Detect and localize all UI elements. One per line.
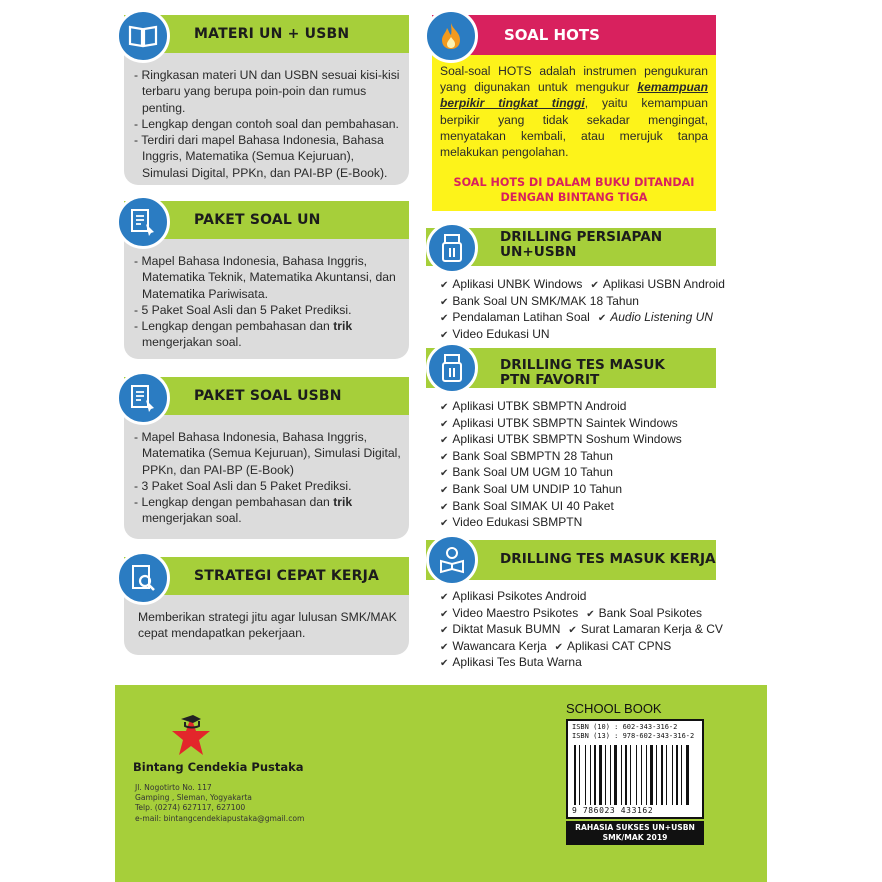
list-item: ✔ Bank Soal UM UGM 10 Tahun [440,465,613,480]
barcode-bar [610,745,611,805]
bullet: - Terdiri dari mapel Bahasa Indonesia, Bahasa Inggris, Matematika (Semua Kejuruan), Simulasi Digital, PPKn, dan PAI-BP (E-Book). [134,133,388,180]
bullet: - Mapel Bahasa Indonesia, Bahasa Inggris, Matematika (Semua Kejuruan), Simulasi Digital, PPKn, dan PAI-BP (E-Book) [134,430,401,477]
list-item: ✔ Bank Soal SBMPTN 28 Tahun [440,448,613,463]
barcode-bar [686,745,689,805]
card-body [132,429,401,527]
barcode-bar [594,745,596,805]
card-title: PAKET SOAL USBN [194,388,342,404]
card-paket-usbn [124,377,409,539]
barcode-bar [628,745,629,805]
publisher-logo-icon [171,713,211,764]
check-icon: ✔ [586,608,595,620]
list-item: ✔ Video Edukasi SBMPTN [440,515,583,530]
barcode-bar [579,745,580,805]
bullet: - Lengkap dengan contoh soal dan pembahasan. [134,116,399,131]
bullet: - Mapel Bahasa Indonesia, Bahasa Inggris, Matematika Teknik, Matematika Akuntansi, dan Matematika Pariwisata. [134,254,396,301]
barcode-bar [641,745,642,805]
check-icon: ✔ [440,501,449,513]
check-icon: ✔ [440,435,449,447]
bullet: - Lengkap dengan pembahasan dan trik mengerjakan soal. [134,319,353,350]
barcode-bar [597,745,598,805]
drill-title: DRILLING PERSIAPAN UN+USBN [500,229,663,260]
check-icon: ✔ [568,625,577,637]
book-title-box: RAHASIA SUKSES UN+USBN SMK/MAK 2019 [566,821,704,845]
barcode-bar [674,745,675,805]
barcode-bar [590,745,591,805]
barcode-bar [574,745,576,805]
magnifier-document-icon [116,551,170,605]
check-icon: ✔ [440,451,449,463]
list-item: ✔ Bank Soal SIMAK UI 40 Paket [440,498,614,513]
barcode-bar [632,745,635,805]
card-title: STRATEGI CEPAT KERJA [194,568,380,584]
barcode-bar [658,745,660,805]
barcode-bar [681,745,682,805]
card-strategi [124,557,409,655]
barcode-bar [605,745,606,805]
hots-note: SOAL HOTS DI DALAM BUKU DITANDAI DENGAN BINTANG TIGA [453,176,695,204]
barcode-bar [581,745,584,805]
barcode-bar [679,745,680,805]
check-icon: ✔ [440,658,449,670]
barcode-bar [648,745,649,805]
barcode-bar [618,745,620,805]
bullet: - Lengkap dengan pembahasan dan trik mengerjakan soal. [134,495,353,526]
bullet: - 5 Paket Soal Asli dan 5 Paket Prediksi. [134,302,352,317]
barcode-bar [614,745,617,805]
hots-panel [432,15,716,211]
card-body [132,609,401,642]
barcode-bar [587,745,589,805]
barcode-bar [650,745,653,805]
barcode-bar [666,745,667,805]
isbn10: ISBN (10) : 602-343-316-2 [572,723,678,731]
check-icon: ✔ [590,280,599,291]
barcode-image [574,745,698,805]
check-icon: ✔ [440,329,449,341]
list-row: ✔ Bank Soal UN SMK/MAK 18 Tahun [440,293,639,308]
barcode-bar [668,745,671,805]
hots-text: Soal-soal HOTS adalah instrumen pengukuran yang digunakan untuk mengukur kemampuan berpikir tingkat tinggi, yaitu kemampuan berpikir yang tidak sekadar mengingat, menyatakan kembali, atau merujuk tanpa melakukan pengolahan. [440,64,708,160]
barcode-bar [585,745,586,805]
list-row: ✔ Diktat Masuk BUMN ✔ Surat Lamaran Kerja & CV [440,622,723,637]
check-icon: ✔ [440,625,449,637]
card-body [132,253,401,351]
drill-title: DRILLING TES MASUK PTN FAVORIT [500,357,665,388]
card-text: Memberikan strategi jitu agar lulusan SMK/MAK cepat mendapatkan pekerjaan. [138,610,397,641]
barcode-bar [625,745,627,805]
barcode-bar [646,745,647,805]
document-pointer-icon [116,195,170,249]
list-item: ✔ Bank Soal UM UNDIP 10 Tahun [440,481,623,496]
list-row: ✔ Video Edukasi UN [440,326,550,341]
list-row: ✔ Aplikasi UNBK Windows ✔ Aplikasi USBN Android [440,277,725,291]
card-materi [124,15,409,185]
check-icon: ✔ [440,608,449,620]
barcode-bar [672,745,673,805]
check-icon: ✔ [440,468,449,480]
barcode-bar [683,745,685,805]
barcode-bar [676,745,678,805]
usb-drive-icon [426,342,478,394]
check-icon: ✔ [440,313,449,325]
check-icon: ✔ [440,592,449,603]
publisher-name: Bintang Cendekia Pustaka [133,760,304,774]
check-icon: ✔ [597,313,607,325]
drill-list [440,589,723,672]
check-icon: ✔ [440,418,449,430]
barcode-digits: 9 786023 433162 [572,806,654,815]
drilling-ptn-section [426,348,716,528]
open-book-icon [116,9,170,63]
barcode-bar [621,745,622,805]
barcode-bar [599,745,602,805]
barcode-bar [643,745,645,805]
check-icon: ✔ [440,518,449,530]
bullet: - 3 Paket Soal Asli dan 5 Paket Prediksi. [134,478,352,493]
list-item: ✔ Aplikasi UTBK SBMPTN Soshum Windows [440,432,682,447]
barcode-bar [636,745,637,805]
check-icon: ✔ [440,280,449,291]
card-body [132,67,401,181]
footer-band [115,685,767,882]
barcode-bar [690,745,691,805]
barcode-bar [607,745,609,805]
isbn-barcode-box [566,719,704,819]
fire-icon [424,9,478,63]
publisher-address: Jl. Nogotirto No. 117 Gamping , Sleman, Yogyakarta Telp. (0274) 627117, 627100 e-mail: bintangcendekiapustaka@gmail.com [135,783,305,823]
list-row: ✔ Aplikasi Tes Buta Warna [440,655,582,670]
list-row: ✔ Pendalaman Latihan Soal ✔ Audio Listening UN [440,310,713,325]
barcode-bar [603,745,604,805]
document-pointer-icon [116,371,170,425]
list-item: ✔ Aplikasi UTBK SBMPTN Android [440,399,627,413]
hots-title: SOAL HOTS [504,26,600,44]
barcode-bar [612,745,613,805]
barcode-bar [630,745,631,805]
bullet: - Ringkasan materi UN dan USBN sesuai kisi-kisi terbaru yang berupa poin-poin dan rumus penting. [134,68,400,115]
drilling-un-section [426,228,725,341]
barcode-bar [661,745,663,805]
drill-list [440,277,725,343]
barcode-bar [664,745,665,805]
card-title: PAKET SOAL UN [194,212,321,228]
drill-title: DRILLING TES MASUK KERJA [500,551,716,567]
drilling-kerja-section [426,540,723,670]
check-icon: ✔ [440,484,449,496]
barcode-bar [638,745,640,805]
isbn13: ISBN (13) : 978-602-343-316-2 [572,732,695,740]
check-icon: ✔ [554,641,564,653]
list-item: ✔ Aplikasi UTBK SBMPTN Saintek Windows [440,415,678,430]
barcode-bar [656,745,657,805]
school-book-label: SCHOOL BOOK [566,701,662,716]
check-icon: ✔ [440,641,449,653]
list-row: ✔ Wawancara Kerja ✔ Aplikasi CAT CPNS [440,638,672,653]
barcode-bar [654,745,655,805]
usb-drive-icon [426,222,478,274]
barcode-bar [592,745,593,805]
card-title: MATERI UN + USBN [194,26,350,42]
card-paket-un [124,201,409,359]
barcode-bar [623,745,624,805]
list-row: ✔ Aplikasi Psikotes Android [440,589,587,603]
check-icon: ✔ [440,296,449,308]
check-icon: ✔ [440,402,449,413]
list-row: ✔ Video Maestro Psikotes ✔ Bank Soal Psikotes [440,605,703,620]
reader-person-icon [426,534,478,586]
barcode-bar [577,745,578,805]
drill-list [440,399,682,532]
